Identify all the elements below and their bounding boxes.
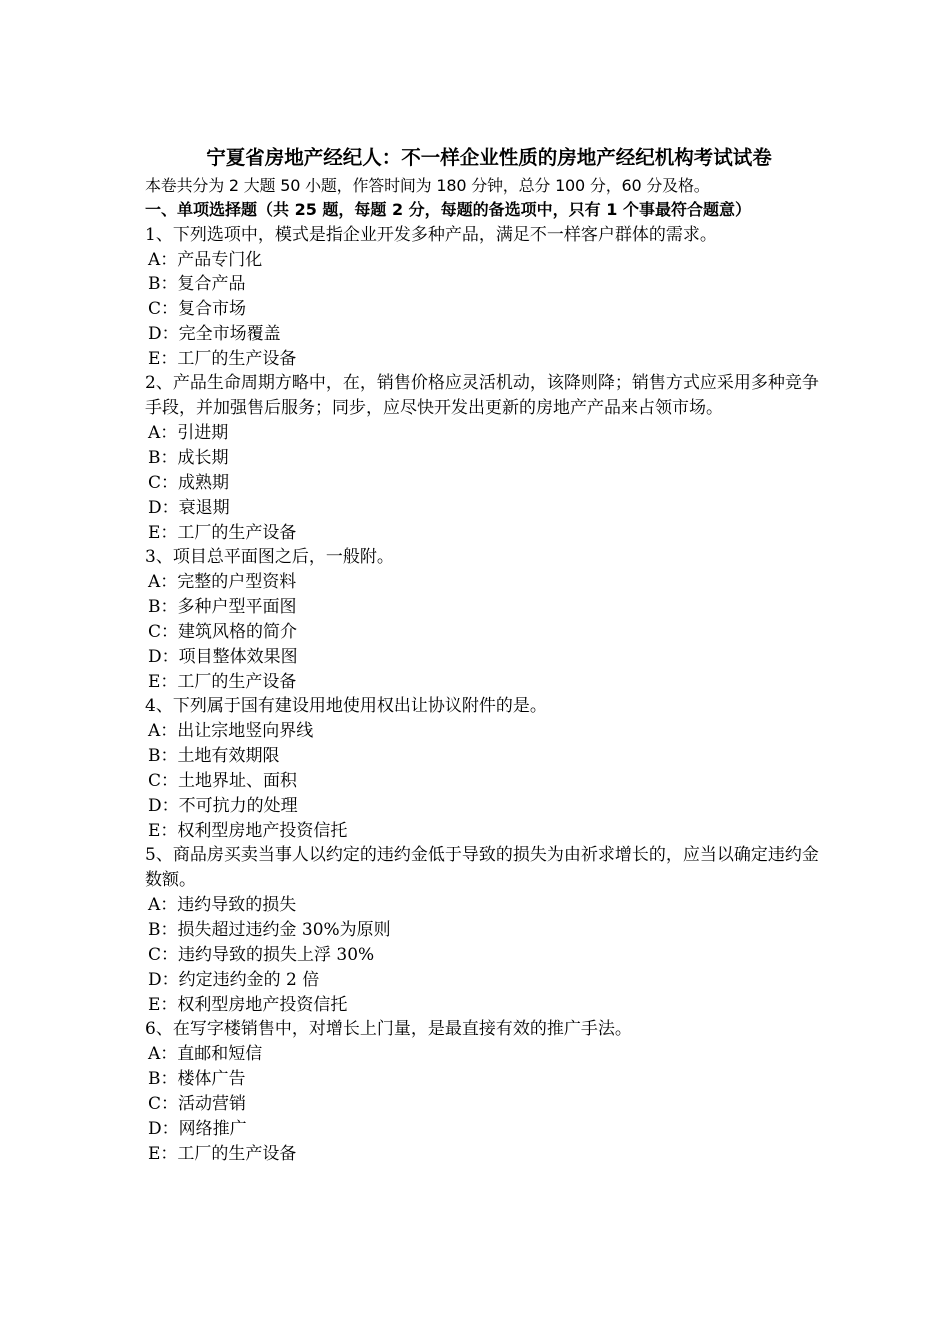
answer-option: B：成长期 <box>148 448 229 469</box>
answer-option: E：权利型房地产投资信托 <box>148 820 348 841</box>
document-body <box>145 143 825 1166</box>
answer-option: A：违约导致的损失 <box>148 895 297 916</box>
question-block <box>145 694 825 843</box>
answer-option: B：多种户型平面图 <box>148 597 297 618</box>
question-text: 4、下列属于国有建设用地使用权出让协议附件的是。 <box>145 696 547 717</box>
answer-option: D：衰退期 <box>148 497 230 518</box>
answer-option: C：活动营销 <box>148 1094 247 1115</box>
answer-option: E：工厂的生产设备 <box>148 671 297 692</box>
answer-option: E：工厂的生产设备 <box>148 1143 297 1164</box>
answer-option: E：工厂的生产设备 <box>148 522 297 543</box>
answer-option: C：违约导致的损失上浮 30% <box>148 945 375 966</box>
answer-option: C：土地界址、面积 <box>148 771 298 792</box>
document-title: 宁夏省房地产经纪人：不一样企业性质的房地产经纪机构考试试卷 <box>206 146 772 169</box>
answer-option: C：复合市场 <box>148 299 247 320</box>
answer-option: D：网络推广 <box>148 1118 247 1139</box>
answer-option: C：建筑风格的简介 <box>148 622 298 643</box>
question-list <box>145 223 825 1167</box>
answer-option: A：完整的户型资料 <box>148 572 297 593</box>
exam-intro: 本卷共分为 2 大题 50 小题，作答时间为 180 分钟，总分 100 分，60 分及格。 <box>145 176 710 195</box>
answer-option: E：权利型房地产投资信托 <box>148 994 348 1015</box>
answer-option: B：复合产品 <box>148 274 246 295</box>
answer-option: A：产品专门化 <box>148 249 263 270</box>
question-text: 5、商品房买卖当事人以约定的违约金低于导致的损失为由祈求增长的，应当以确定违约金数额。 <box>145 845 819 891</box>
section-heading: 一、单项选择题（共 25 题，每题 2 分，每题的备选项中，只有 1 个事最符合题意） <box>145 200 751 219</box>
question-block <box>145 843 825 1017</box>
answer-option: B：损失超过违约金 30%为原则 <box>148 920 391 941</box>
answer-option: B：土地有效期限 <box>148 746 280 767</box>
answer-option: D：约定违约金的 2 倍 <box>148 969 320 990</box>
question-block <box>145 545 825 694</box>
answer-option: B：楼体广告 <box>148 1069 246 1090</box>
answer-option: D：不可抗力的处理 <box>148 795 298 816</box>
question-text: 2、产品生命周期方略中，在，销售价格应灵活机动，该降则降；销售方式应采用多种竞争手段，并加强售后服务；同步，应尽快开发出更新的房地产产品来占领市场。 <box>145 373 819 419</box>
answer-option: D：项目整体效果图 <box>148 646 298 667</box>
question-block <box>145 371 825 545</box>
question-block <box>145 1017 825 1166</box>
answer-option: D：完全市场覆盖 <box>148 323 281 344</box>
question-text: 3、项目总平面图之后，一般附。 <box>145 547 394 568</box>
question-text: 1、下列选项中，模式是指企业开发多种产品，满足不一样客户群体的需求。 <box>145 224 717 245</box>
question-block <box>145 223 825 372</box>
answer-option: C：成熟期 <box>148 473 230 494</box>
answer-option: A：引进期 <box>148 423 229 444</box>
answer-option: A：直邮和短信 <box>148 1044 263 1065</box>
answer-option: E：工厂的生产设备 <box>148 348 297 369</box>
answer-option: A：出让宗地竖向界线 <box>148 721 314 742</box>
question-text: 6、在写字楼销售中，对增长上门量，是最直接有效的推广手法。 <box>145 1019 632 1040</box>
